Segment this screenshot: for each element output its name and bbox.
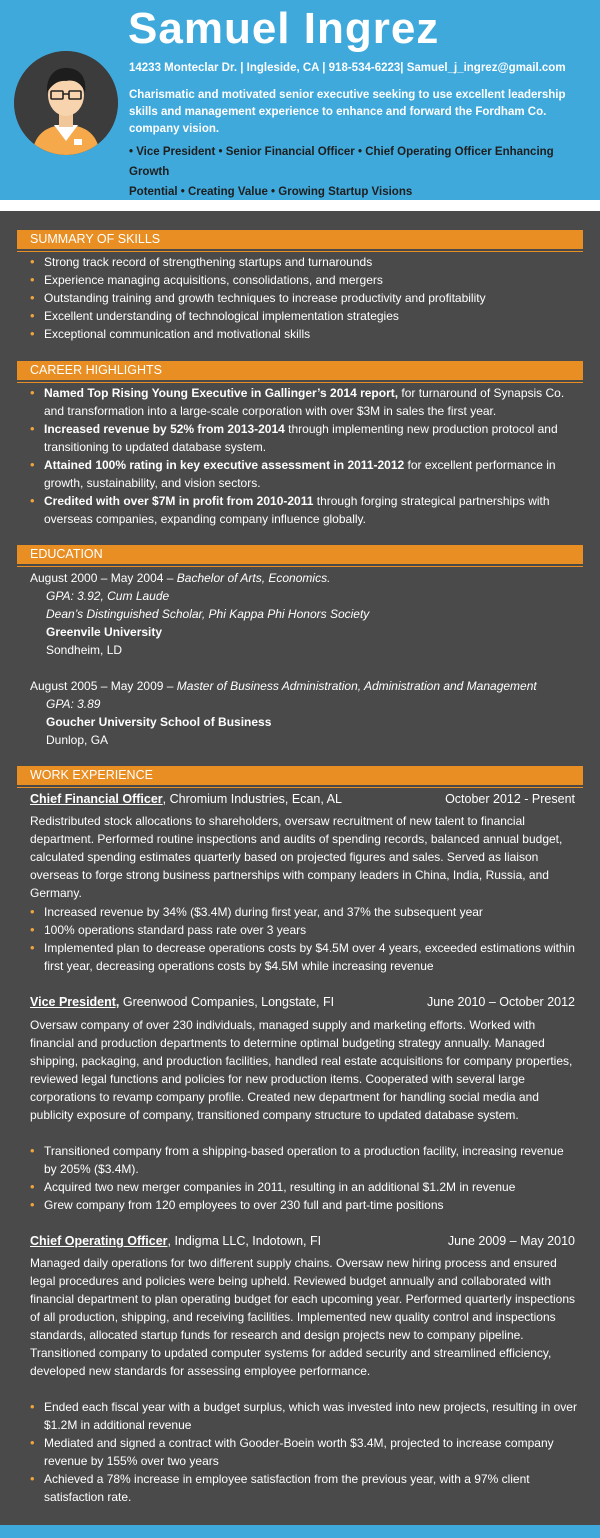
person-avatar-icon bbox=[14, 51, 118, 155]
education-entry bbox=[30, 569, 578, 659]
job-achievements bbox=[30, 1398, 578, 1506]
degree-line bbox=[30, 677, 578, 695]
degree-name: Master of Business Administration, Administration and Management bbox=[176, 679, 537, 693]
list-item: • Mediated and signed a contract with Gooder-Boein worth $3.4M, projected to increase company revenue by 155% over two years bbox=[30, 1434, 578, 1470]
school-location: Sondheim, LD bbox=[46, 643, 123, 657]
highlight-text: for turnaround of Synapsis Co. and transformation into a large-scale corporation with over $3M in sales the first year. bbox=[44, 386, 565, 418]
school-name: Greenvile University bbox=[46, 625, 163, 639]
job-title: Chief Financial Officer bbox=[30, 792, 163, 806]
highlight-bold: Attained 100% rating in key executive assessment in 2011-2012 bbox=[44, 458, 405, 472]
job-dates: October 2012 - Present bbox=[445, 792, 575, 806]
highlight-text: through forging strategical partnerships with overseas companies, expanding company influence globally. bbox=[44, 494, 550, 526]
contact-info: 14233 Monteclar Dr. | Ingleside, CA | 918-534-6223| Samuel_j_ingrez@gmail.com bbox=[129, 62, 566, 74]
list-item: • Grew company from 120 employees to over 230 full and part-time positions bbox=[30, 1196, 578, 1214]
school-name: Goucher University School of Business bbox=[46, 715, 272, 729]
career-focus-line: Potential • Creating Value • Growing Startup Visions bbox=[129, 186, 413, 198]
job-description: Managed daily operations for two different supply chains. Oversaw new hiring process and ensured legal procedures and policies were being upheld. Reviewed budget annually and collaborated with financial department to plan operating budget for each upcoming year. Performed quarterly inspections of all production, shipping, and receiving facilities. Implemented new quality control and inspections standards, allocated startup funds for research and design projects new to company pipeline. Transitioned company to updated computer systems for added security and streamlined efficiency, developed new standards for assessing employee performance. bbox=[30, 1256, 575, 1378]
list-item: • Experience managing acquisitions, consolidations, and mergers bbox=[30, 271, 578, 289]
list-item: • Acquired two new merger companies in 2011, resulting in an additional $1.2M in revenue bbox=[30, 1178, 578, 1196]
list-item: • 100% operations standard pass rate over 3 years bbox=[30, 921, 578, 939]
objective-statement: Charismatic and motivated senior executive seeking to use excellent leadership skills and management experience to enhance and forward the Fordham Co. company vision. bbox=[129, 89, 566, 135]
job-company: , Chromium Industries, Ecan, AL bbox=[162, 792, 342, 806]
job-header bbox=[30, 993, 575, 1011]
career-focus bbox=[129, 142, 589, 202]
education-entry bbox=[30, 677, 578, 749]
section-heading-education: EDUCATION bbox=[17, 545, 583, 564]
degree-dates: August 2005 – May 2009 – bbox=[30, 679, 177, 693]
highlights-list bbox=[30, 384, 578, 528]
degree-honors: Dean’s Distinguished Scholar, Phi Kappa Phi Honors Society bbox=[46, 607, 370, 621]
degree-gpa: GPA: 3.92, Cum Laude bbox=[46, 589, 170, 603]
job-description: Redistributed stock allocations to shareholders, oversaw recruitment of new talent to financial department. Performed routine inspections and audits of spending records, balanced annual budget, calculated spending estimates quarterly based on projected figures and sales. Served as liaison overseas to forge strong business partnerships with company leaders in China, India, Russia, and Germany. bbox=[30, 814, 563, 900]
school-location: Dunlop, GA bbox=[46, 733, 109, 747]
highlight-bold: Named Top Rising Young Executive in Gallinger’s 2014 report, bbox=[44, 386, 399, 400]
avatar bbox=[14, 51, 118, 155]
list-item bbox=[30, 420, 578, 456]
list-item: • Increased revenue by 34% ($3.4M) during first year, and 37% the subsequent year bbox=[30, 903, 578, 921]
highlight-text: for excellent performance in growth, sustainability, and vision sectors. bbox=[44, 458, 556, 490]
job-company: , Indigma LLC, Indotown, FI bbox=[167, 1234, 322, 1248]
list-item: • Achieved a 78% increase in employee satisfaction from the previous year, with a 97% client satisfaction rate. bbox=[30, 1470, 578, 1506]
section-heading-highlights: CAREER HIGHLIGHTS bbox=[17, 361, 583, 380]
resume-header bbox=[0, 0, 600, 200]
list-item: • Outstanding training and growth techniques to increase productivity and profitability bbox=[30, 289, 578, 307]
section-heading-skills: SUMMARY OF SKILLS bbox=[17, 230, 583, 249]
job-title: Vice President, bbox=[30, 995, 120, 1009]
degree-dates: August 2000 – May 2004 – bbox=[30, 571, 177, 585]
list-item bbox=[30, 492, 578, 528]
list-item: • Strong track record of strengthening startups and turnarounds bbox=[30, 253, 578, 271]
job-dates: June 2010 – October 2012 bbox=[426, 995, 575, 1009]
degree-line bbox=[30, 569, 578, 587]
skills-list bbox=[30, 253, 578, 343]
list-item bbox=[30, 456, 578, 492]
footer-bar bbox=[0, 1525, 600, 1538]
list-item: • Excellent understanding of technological implementation strategies bbox=[30, 307, 578, 325]
job-header bbox=[30, 790, 575, 808]
job-achievements bbox=[30, 903, 578, 975]
job-company: Greenwood Companies, Longstate, FI bbox=[119, 995, 335, 1009]
degree-name: Bachelor of Arts, Economics. bbox=[176, 571, 331, 585]
job-description: Oversaw company of over 230 individuals, managed supply and marketing efforts. Worked with financial and production departments to determine optimal budgeting strategy annually. Managed shipping, packaging, and production facilities, handled real estate acquisitions for company properties, reviewed legal functions and policies for new production items. Cooperated with several large corporations to revamp company profile. Created new department for handling social media and publicity exposure of company, transitioned company structure to updated database system. bbox=[30, 1018, 573, 1122]
career-focus-line: • Vice President • Senior Financial Officer • Chief Operating Officer Enhancing Growth bbox=[129, 146, 554, 178]
highlight-text: through implementing new production protocol and transitioning to updated database system. bbox=[44, 422, 558, 454]
candidate-name: Samuel Ingrez bbox=[128, 4, 440, 53]
job-title: Chief Operating Officer bbox=[30, 1234, 168, 1248]
list-item: • Transitioned company from a shipping-based operation to a production facility, increasing revenue by 205% ($3.4M). bbox=[30, 1142, 578, 1178]
list-item: • Exceptional communication and motivational skills bbox=[30, 325, 578, 343]
job-dates: June 2009 – May 2010 bbox=[447, 1234, 575, 1248]
list-item: • Ended each fiscal year with a budget surplus, which was invested into new projects, resulting in over $1.2M in additional revenue bbox=[30, 1398, 578, 1434]
section-heading-work: WORK EXPERIENCE bbox=[17, 766, 583, 785]
highlight-bold: Increased revenue by 52% from 2013-2014 bbox=[44, 422, 285, 436]
job-achievements bbox=[30, 1142, 578, 1214]
degree-gpa: GPA: 3.89 bbox=[46, 697, 101, 711]
highlight-bold: Credited with over $7M in profit from 2010-2011 bbox=[44, 494, 314, 508]
list-item: • Implemented plan to decrease operations costs by $4.5M over 4 years, exceeded estimations within first year, decreasing operations costs by $4.5M while increasing revenue bbox=[30, 939, 578, 975]
list-item bbox=[30, 384, 578, 420]
job-header bbox=[30, 1232, 575, 1250]
